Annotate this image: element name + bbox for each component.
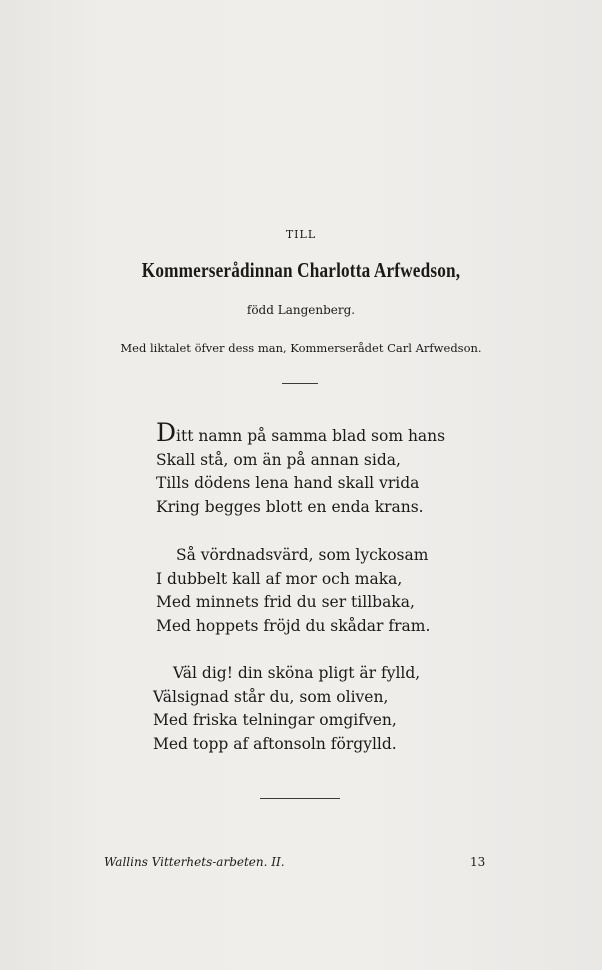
stanza-2 xyxy=(156,544,456,638)
stanza-1-line-3: Tills dödens lena hand skall vrida xyxy=(156,474,420,492)
drop-cap: D xyxy=(156,418,177,447)
stanza-3-line-3: Med friska telningar omgifven, xyxy=(153,711,397,729)
stanza-2-line-3: Med minnets frid du ser tillbaka, xyxy=(156,593,415,611)
stanza-2-line-2: I dubbelt kall af mor och maka, xyxy=(156,569,403,588)
stanza-2-line-4: Med hoppets fröjd du skådar fram. xyxy=(156,616,431,635)
stanza-3-line-1: Väl dig! din sköna pligt är fylld, xyxy=(173,664,421,682)
stanza-3-line-2: Välsignad står du, som oliven, xyxy=(153,687,389,706)
stanza-1-line-1 xyxy=(156,418,456,449)
dedication-prefix: TILL xyxy=(285,228,317,241)
dedicatee-name: Kommerserådinnan Charlotta Arfwedson, xyxy=(141,258,461,282)
stanza-3-line-4: Med topp af aftonsoln förgylld. xyxy=(153,734,397,753)
stanza-1-line-1-text: itt namn på samma blad som hans xyxy=(176,427,446,445)
maiden-name-line: född Langenberg. xyxy=(246,303,356,317)
top-divider xyxy=(282,383,318,384)
stanza-2-line-1: Så vördnadsvärd, som lyckosam xyxy=(176,546,429,564)
stanza-1 xyxy=(156,418,456,519)
bottom-divider xyxy=(260,798,340,799)
stanza-1-line-2: Skall stå, om än på annan sida, xyxy=(156,450,401,469)
printer-signature: Wallins Vitterhets-arbeten. II. xyxy=(104,855,285,869)
signature-number: 13 xyxy=(470,855,486,869)
occasion-note: Med liktalet öfver dess man, Kommerserådet Carl Arfwedson. xyxy=(120,341,482,355)
stanza-1-line-4: Kring begges blott en enda krans. xyxy=(156,497,424,516)
stanza-3 xyxy=(153,662,453,756)
